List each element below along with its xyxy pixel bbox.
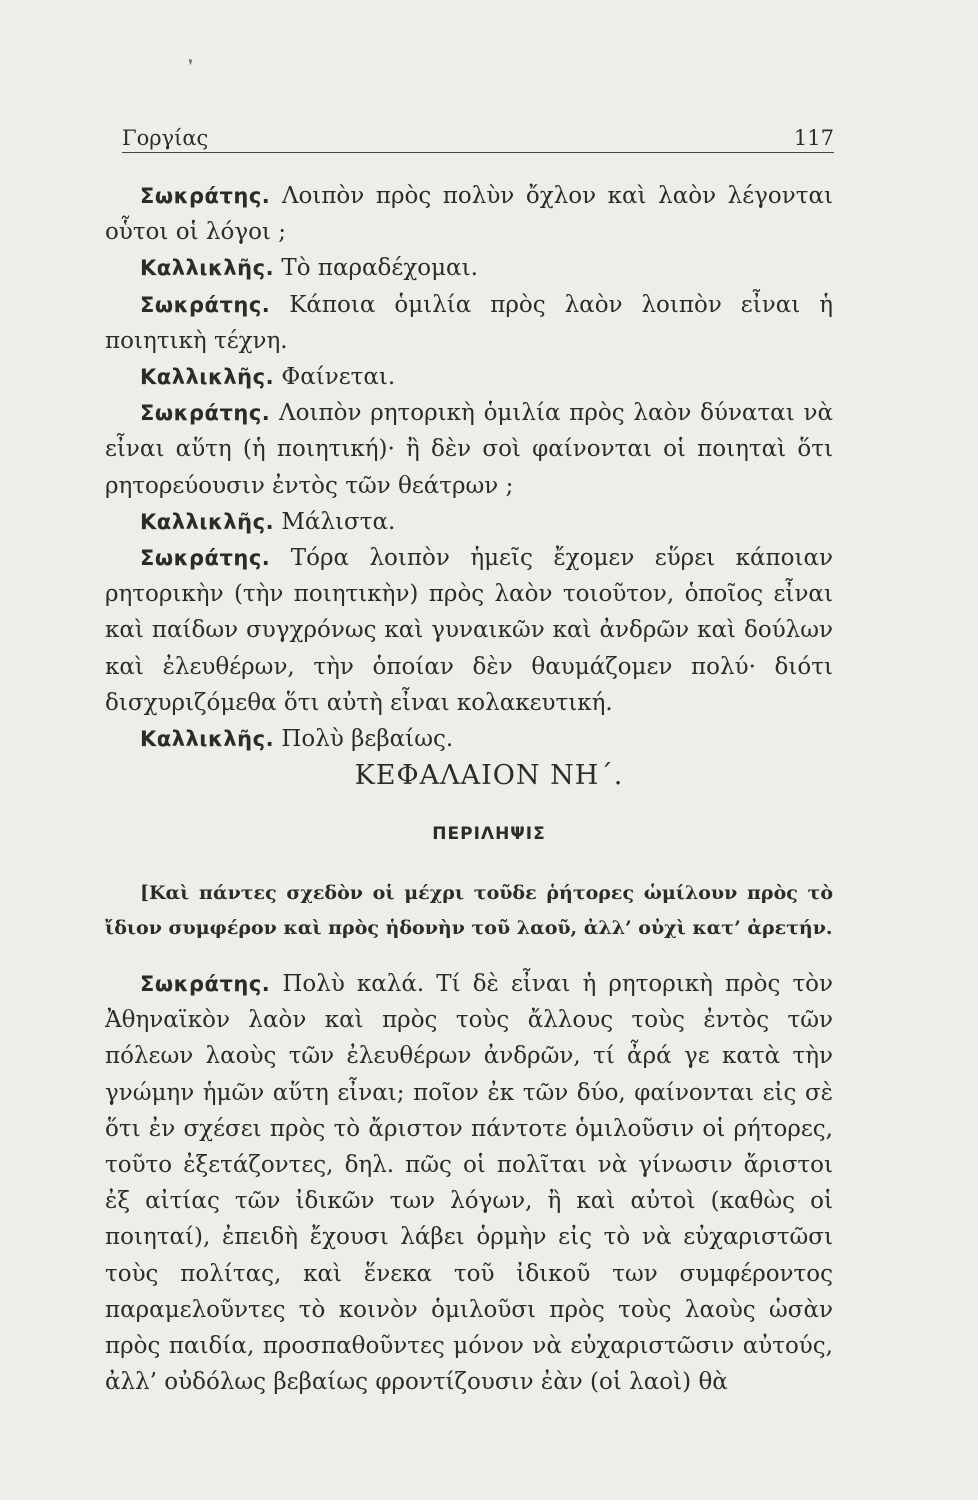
speaker-label: Σωκράτης. [140, 546, 271, 571]
speech-text: Φαίνεται. [281, 364, 396, 391]
dialogue-bottom [105, 966, 833, 1400]
speech-text: Κάποια ὁμιλία πρὸς λαὸν λοιπὸν εἶναι ἡ ποιητικὴ τέχνη. [105, 291, 833, 354]
speaker-label: Καλλικλῆς. [140, 727, 275, 752]
speaker-label: Καλλικλῆς. [140, 509, 275, 534]
dialogue-line [105, 287, 833, 359]
speaker-label: Σωκράτης. [140, 972, 271, 996]
dialogue-line [105, 966, 833, 1400]
summary-heading: ΠΕΡΙΛΗΨΙΣ [432, 824, 546, 844]
running-title: Γοργίας [122, 126, 209, 150]
speech-text: Λοιπὸν πρὸς πολὺν ὄχλον καὶ λαὸν λέγονται οὗτοι οἱ λόγοι ; [105, 183, 833, 246]
dialogue-line [105, 359, 833, 395]
speech-text: Τόρα λοιπὸν ἡμεῖς ἔχομεν εὕρει κάποιαν ρητορικὴν (τὴν ποιητικὴν) πρὸς λαὸν τοιοῦτον, ὁποῖος εἶναι καὶ παίδων συγχρόνως καὶ γυναικῶν καὶ ἀνδρῶν καὶ δούλων καὶ ἐλευθέρων, τὴν ὁποίαν δὲν θαυμάζομεν πολύ· διότι δισχυριζόμεθα ὅτι αὐτὴ εἶναι κολακευτική. [105, 545, 834, 716]
speaker-label: Σωκράτης. [140, 292, 271, 317]
running-head [122, 122, 834, 153]
dialogue-line [105, 504, 833, 540]
speaker-label: Σωκράτης. [140, 401, 271, 426]
speaker-label: Καλλικλῆς. [140, 256, 275, 281]
speech-text: Λοιπὸν ρητορικὴ ὁμιλία πρὸς λαὸν δύναται νὰ εἶναι αὕτη (ἡ ποιητική)· ἢ δὲν σοὶ φαίνονται οἱ ποιηταὶ ὅτι ρητορεύουσιν ἐντὸς τῶν θεάτρων ; [105, 400, 834, 499]
speaker-label: Σωκράτης. [140, 184, 271, 208]
speech-text: Μάλιστα. [281, 508, 396, 535]
chapter-summary: [Καὶ πάντες σχεδὸν οἱ μέχρι τοῦδε ῥήτορες ὡμίλουν πρὸς τὸ ἴδιον συμφέρον καὶ πρὸς ἡδονὴν τοῦ λαοῦ, ἀλλ’ οὐχὶ κατ’ ἀρετήν. [105, 882, 833, 939]
speech-text: Τὸ παραδέχομαι. [281, 255, 478, 282]
speaker-label: Καλλικλῆς. [140, 365, 275, 390]
chapter-heading: ΚΕΦΑΛΑΙΟΝ ΝΗ΄. [354, 760, 624, 791]
dialogue-top [105, 178, 833, 757]
dialogue-line [105, 250, 833, 286]
dialogue-line [105, 178, 833, 250]
ink-speck-icon: ❜ [188, 56, 194, 75]
speech-text: Πολὺ καλά. Τί δὲ εἶναι ἡ ρητορικὴ πρὸς τὸν Ἀθηναϊκὸν λαὸν καὶ πρὸς τοὺς ἄλλους τοὺς ἐντὸς τῶν πόλεων λαοὺς τῶν ἐλευθέρων ἀνδρῶν, τί ἆρά γε κατὰ τὴν γνώμην ἡμῶν αὕτη εἶναι; ποῖον ἐκ τῶν δύο, φαίνονται εἰς σὲ ὅτι ἐν σχέσει πρὸς τὸ ἄριστον πάντοτε ὁμιλοῦσιν οἱ ρήτορες, τοῦτο ἐξετάζοντες, δηλ. πῶς οἱ πολῖται νὰ γίνωσιν ἄριστοι ἐξ αἰτίας τῶν ἰδικῶν των λόγων, ἢ καὶ αὐτοὶ (καθὼς οἱ ποιηταί), ἐπειδὴ ἔχουσι λάβει ὁρμὴν εἰς τὸ νὰ εὐχαριστῶσι τοὺς πολίτας, καὶ ἕνεκα τοῦ ἰδικοῦ των συμφέροντος παραμελοῦντες τὸ κοινὸν ὁμιλοῦσι πρὸς τοὺς λαοὺς ὡσὰν πρὸς παιδία, προσπαθοῦντες μόνον νὰ εὐχαριστῶσιν αὐτούς, ἀλλ’ οὐδόλως βεβαίως φροντίζουσιν ἐὰν (οἱ λαοὶ) θὰ [105, 971, 833, 1396]
speech-text: Πολὺ βεβαίως. [281, 726, 454, 753]
dialogue-line [105, 721, 833, 757]
page-number: 117 [793, 126, 834, 150]
dialogue-line [105, 540, 833, 721]
dialogue-line [105, 395, 833, 504]
